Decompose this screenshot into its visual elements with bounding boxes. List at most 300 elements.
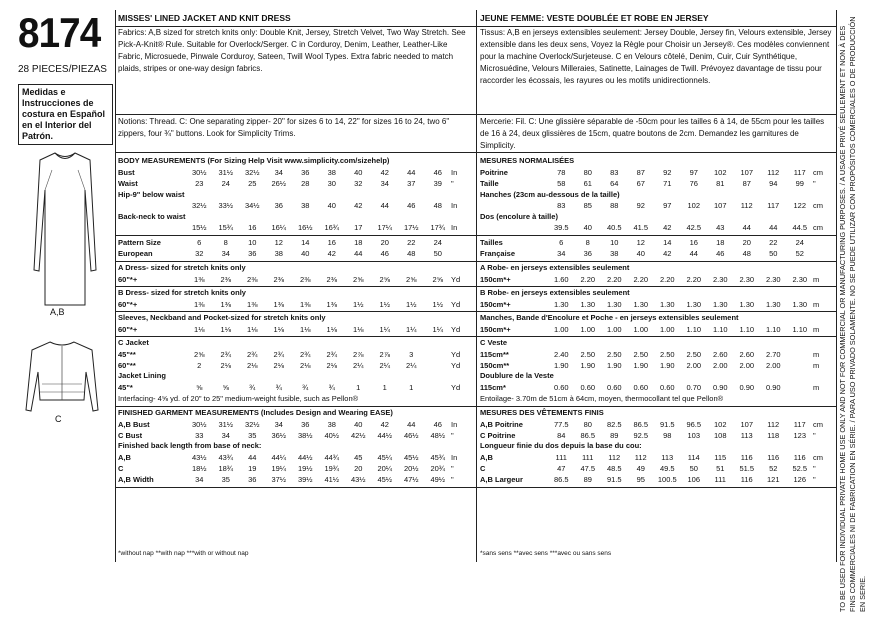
table-cell: 1 — [356, 383, 361, 392]
row-label: Poitrine — [480, 168, 508, 177]
table-cell: 40 — [636, 249, 645, 258]
table-cell: 34 — [274, 168, 283, 177]
table-cell: 2⅜ — [273, 275, 284, 284]
table-row — [118, 178, 468, 189]
table-row — [118, 382, 468, 393]
table-cell: 46 — [433, 168, 442, 177]
measurement-table — [480, 237, 830, 259]
table-cell: 117 — [793, 168, 806, 177]
table-row — [118, 452, 468, 463]
table-cell: 2⅜ — [326, 275, 337, 284]
unit-cell: m — [813, 350, 820, 359]
table-cell: 1⅛ — [300, 325, 311, 334]
table-cell: 44.5 — [792, 223, 808, 232]
pieces-count: 28 PIECES/PIEZAS — [18, 64, 107, 75]
table-cell: 103 — [687, 431, 700, 440]
table-cell: 2¼ — [379, 361, 390, 370]
table-cell: 35 — [221, 475, 230, 484]
table-cell: 116 — [793, 453, 806, 462]
table-cell: 49½ — [430, 475, 446, 484]
table-cell: 12 — [636, 238, 645, 247]
table-cell: 97 — [663, 201, 672, 210]
table-cell: 49.5 — [659, 464, 675, 473]
table-cell: 2.30 — [739, 275, 755, 284]
table-cell: 18¾ — [218, 464, 234, 473]
table-row — [118, 167, 468, 178]
measurement-table — [118, 349, 468, 371]
table-cell: 78 — [557, 168, 566, 177]
table-cell: 50 — [769, 249, 778, 258]
table-cell: 3 — [409, 350, 414, 359]
table-cell: 76 — [689, 179, 698, 188]
row-label: A,B — [480, 453, 493, 462]
row-label: Waist — [118, 179, 138, 188]
table-cell: 80 — [583, 420, 592, 429]
table-row — [118, 419, 468, 430]
table-cell: 2.50 — [633, 350, 649, 359]
table-cell: 38 — [274, 249, 283, 258]
row-label: 115cm* — [480, 383, 506, 392]
table-cell: 92 — [663, 168, 672, 177]
table-cell: 1⅜ — [247, 300, 258, 309]
table-cell: 113 — [740, 431, 753, 440]
table-cell: 112 — [634, 453, 647, 462]
table-cell: 1.30 — [686, 300, 702, 309]
table-cell: 41.5 — [633, 223, 649, 232]
table-cell: 1⅛ — [220, 325, 231, 334]
table-cell: 20¼ — [377, 464, 393, 473]
table-row — [118, 189, 468, 200]
table-cell: 31½ — [218, 420, 234, 429]
table-cell: 2⅜ — [300, 275, 311, 284]
row-label: C — [118, 464, 124, 473]
table-cell: 16¾ — [324, 223, 340, 232]
divider — [476, 235, 836, 236]
measurement-table — [118, 237, 468, 259]
figure-label-ab: A,B — [50, 307, 65, 317]
table-cell: 102 — [713, 168, 727, 177]
table-cell: 1¼ — [379, 325, 390, 334]
table-cell: 1⅜ — [326, 300, 337, 309]
table-cell: 1⅜ — [273, 300, 284, 309]
table-row — [480, 178, 830, 189]
table-cell: 116 — [740, 453, 753, 462]
table-cell: 20 — [380, 238, 389, 247]
table-cell: 39½ — [297, 475, 313, 484]
table-cell: 1.30 — [792, 300, 808, 309]
table-cell: 52 — [769, 464, 778, 473]
table-cell: 1¼ — [406, 325, 417, 334]
table-cell: 45½ — [403, 453, 419, 462]
table-cell: 44 — [248, 453, 257, 462]
unit-cell: Yd — [451, 275, 461, 284]
unit-cell: m — [813, 361, 820, 370]
table-cell: 1⅛ — [353, 325, 364, 334]
table-cell: 50 — [689, 464, 698, 473]
table-cell: 46 — [716, 249, 725, 258]
divider — [476, 286, 836, 287]
table-cell: 43 — [716, 223, 725, 232]
table-cell: 20 — [354, 464, 363, 473]
table-cell: 1½ — [379, 300, 390, 309]
table-cell: 108 — [713, 431, 727, 440]
dress-illustration — [30, 150, 100, 315]
table-cell: 16½ — [297, 223, 313, 232]
table-cell: 30 — [327, 179, 336, 188]
table-cell: 112 — [608, 453, 621, 462]
measurement-table — [480, 349, 830, 371]
measurement-table — [480, 299, 830, 310]
left-body-title: BODY MEASUREMENTS (For Sizing Help Visit www.simplicity.com/sizehelp) — [118, 156, 390, 165]
table-cell: 44 — [769, 223, 778, 232]
unit-cell — [451, 248, 468, 259]
table-cell: 0.90 — [739, 383, 755, 392]
table-cell: 1¼ — [432, 325, 443, 334]
table-cell: 117 — [793, 420, 806, 429]
table-cell: 2.00 — [686, 361, 702, 370]
table-cell: 43½ — [350, 475, 366, 484]
table-cell: 88 — [610, 201, 619, 210]
right-mercerie: Mercerie: Fil. C: Une glissière séparable de -50cm pour les tailles 6 à 14, de 55cm pour les tailles de 16 à 24, deux glissières de 15cm, quatre boutons de 2cm. Demandez les garnitures de Simplicity. — [480, 117, 825, 150]
table-cell: 42 — [380, 168, 389, 177]
row-label: Hip-9" below waist — [118, 190, 185, 199]
interfacing-text: Interfacing- 4⅝ yd. of 20" to 25" medium-weight fusible, such as Pellon® — [118, 394, 359, 403]
unit-cell: cm — [813, 201, 823, 210]
table-cell: 8 — [223, 238, 228, 247]
table-cell: 2⅝ — [432, 275, 443, 284]
table-row — [480, 299, 830, 310]
table-cell: 82.5 — [606, 420, 622, 429]
table-cell — [425, 382, 452, 393]
row-label: 150cm*+ — [480, 325, 511, 334]
table-cell: 36 — [274, 201, 283, 210]
table-cell: 114 — [687, 453, 700, 462]
unit-cell: m — [813, 383, 820, 392]
unit-cell: cm — [813, 168, 823, 177]
table-cell — [787, 360, 814, 371]
table-cell: 1.90 — [553, 361, 569, 370]
fabric-section-title: B Dress- sized for stretch knits only — [118, 288, 246, 297]
unit-cell: In — [451, 420, 458, 429]
table-row — [480, 222, 830, 233]
table-cell: 36½ — [271, 431, 287, 440]
table-cell: 89 — [610, 431, 619, 440]
table-cell: 2.70 — [765, 350, 781, 359]
measurement-table — [118, 452, 468, 485]
divider — [476, 336, 836, 337]
table-cell: 50 — [433, 249, 442, 258]
table-cell: 111 — [714, 475, 726, 484]
table-cell: 48 — [433, 201, 442, 210]
table-cell: 102 — [713, 420, 727, 429]
table-cell: 1.30 — [553, 300, 569, 309]
table-cell: 40½ — [324, 431, 340, 440]
table-cell: 1⅜ — [220, 300, 231, 309]
table-cell: 12 — [274, 238, 283, 247]
fabric-section-title: A Dress- sized for stretch knits only — [118, 263, 246, 272]
table-cell: 1⅛ — [194, 325, 205, 334]
table-cell: 1.10 — [712, 325, 728, 334]
table-cell: 1.30 — [606, 300, 622, 309]
table-cell: 1⅜ — [194, 275, 205, 284]
unit-cell: In — [451, 201, 458, 210]
table-cell: 35 — [248, 431, 257, 440]
unit-cell: " — [451, 179, 454, 188]
table-cell: 67 — [636, 179, 645, 188]
table-cell: 42 — [663, 249, 672, 258]
table-cell: 32½ — [191, 201, 207, 210]
row-label: Tailles — [480, 238, 503, 247]
table-cell: 2.20 — [606, 275, 622, 284]
table-cell: 1.10 — [765, 325, 781, 334]
table-cell: 2⅝ — [406, 275, 417, 284]
table-cell: 40 — [301, 249, 310, 258]
table-cell: 2 — [197, 361, 202, 370]
table-cell: 92 — [636, 201, 645, 210]
table-cell: 1.90 — [606, 361, 622, 370]
table-cell: 2.20 — [580, 275, 596, 284]
row-label: A,B Width — [118, 475, 154, 484]
table-row — [118, 200, 468, 211]
row-label: 150cm*+ — [480, 275, 511, 284]
table-cell: 80 — [583, 168, 592, 177]
table-cell: 38 — [327, 420, 336, 429]
table-cell: 2⅛ — [273, 361, 284, 370]
table-cell: 2.00 — [739, 361, 755, 370]
table-cell: 32 — [195, 249, 204, 258]
row-label: 60"*+ — [118, 300, 138, 309]
table-cell: 86.5 — [553, 475, 569, 484]
table-cell: 44¼ — [271, 453, 287, 462]
legal-vertical-text: TO BE USED FOR INDIVIDUAL PRIVATE HOME USE ONLY AND NOT FOR COMMERCIAL OR MANUFACTURING PURPOSES. / A USAGE PRIVÉ SEULEMENT ET NON À DES FINS COMMERCIALES NI DE FABRICATION EN SÉRIE. / PARA USO PRIVADO SOLAMENTE. NO SE PUEDE UTILIZAR CON PROPÓSITOS COMERCIALES O DE PRODUCCIÓN EN SERIE. — [838, 16, 867, 612]
table-cell: 1.00 — [659, 325, 675, 334]
table-row — [480, 349, 830, 360]
table-cell: 2⅝ — [194, 350, 205, 359]
measurement-table — [480, 167, 830, 233]
table-cell: 122 — [793, 201, 806, 210]
row-label — [480, 222, 548, 233]
finished-title: MESURES DES VÊTEMENTS FINIS — [480, 408, 604, 417]
table-cell: 0.60 — [633, 383, 649, 392]
divider — [115, 336, 476, 337]
row-label: A,B Largeur — [480, 475, 523, 484]
table-cell: 1.30 — [765, 300, 781, 309]
table-cell: 33 — [195, 431, 204, 440]
row-label: Hanches (23cm au-dessous de la taille) — [480, 190, 620, 199]
table-cell: 1⅜ — [300, 300, 311, 309]
table-cell: 45¾ — [430, 453, 446, 462]
table-cell: 17½ — [403, 223, 419, 232]
table-cell: 20¾ — [430, 464, 446, 473]
table-row — [480, 274, 830, 285]
table-cell: 19¾ — [324, 464, 340, 473]
table-cell: 2⅜ — [220, 275, 231, 284]
table-cell: 1.00 — [606, 325, 622, 334]
table-cell: 102 — [687, 201, 700, 210]
table-cell: 38 — [327, 168, 336, 177]
table-cell: 71 — [663, 179, 672, 188]
table-cell: 40 — [354, 420, 363, 429]
table-cell: 52.5 — [792, 464, 808, 473]
divider — [476, 152, 836, 153]
table-cell: 24 — [433, 238, 442, 247]
table-cell: ⅝ — [222, 383, 229, 392]
table-cell: 107 — [740, 420, 753, 429]
table-cell: 1.10 — [686, 325, 702, 334]
table-cell: 14 — [663, 238, 672, 247]
table-cell: 32 — [354, 179, 363, 188]
table-cell: 0.60 — [659, 383, 675, 392]
table-cell: 44 — [742, 223, 751, 232]
measurement-table — [118, 274, 468, 285]
measurement-table — [480, 382, 830, 393]
row-label: European — [118, 249, 153, 258]
table-cell: 99 — [795, 179, 804, 188]
table-cell: 2.50 — [580, 350, 596, 359]
table-cell: 34 — [557, 249, 566, 258]
table-cell: 2¾ — [300, 350, 311, 359]
table-cell: 1⅛ — [326, 325, 337, 334]
divider — [476, 261, 836, 262]
measurement-table — [480, 274, 830, 285]
table-row — [118, 430, 468, 441]
table-row — [118, 299, 468, 310]
table-cell: 91.5 — [659, 420, 675, 429]
table-cell: ¾ — [275, 383, 282, 392]
table-cell: 49 — [636, 464, 645, 473]
table-cell: 44 — [380, 201, 389, 210]
lining-section-title: Doublure de la Veste — [480, 371, 554, 380]
table-cell: 123 — [793, 431, 806, 440]
table-cell: 1.30 — [739, 300, 755, 309]
left-footnote: *without nap **with nap ***with or without nap — [118, 550, 249, 557]
unit-cell — [451, 237, 468, 248]
table-cell: 19½ — [297, 464, 313, 473]
table-cell: 1⅜ — [194, 300, 205, 309]
unit-cell: Yd — [451, 325, 461, 334]
table-cell: 14 — [301, 238, 310, 247]
table-cell: 43½ — [191, 453, 207, 462]
table-cell: 113 — [661, 453, 674, 462]
table-cell: 118 — [767, 431, 780, 440]
table-cell: 34 — [274, 420, 283, 429]
measurement-table — [118, 167, 468, 233]
table-cell: ¾ — [328, 383, 335, 392]
table-cell: 30½ — [191, 420, 207, 429]
measurement-table — [480, 452, 830, 485]
table-cell: 2.60 — [739, 350, 755, 359]
table-cell: 1.00 — [553, 325, 569, 334]
table-cell: 107 — [713, 201, 727, 210]
table-cell: 0.70 — [686, 383, 702, 392]
unit-cell: " — [813, 179, 816, 188]
table-cell: 19¼ — [271, 464, 287, 473]
table-cell: 46 — [433, 420, 442, 429]
unit-cell — [813, 248, 830, 259]
table-cell: 2.00 — [712, 361, 728, 370]
table-cell: 42 — [327, 249, 336, 258]
table-row — [480, 360, 830, 371]
table-cell: 44 — [354, 249, 363, 258]
table-cell: 47½ — [403, 475, 419, 484]
unit-cell: " — [813, 475, 816, 484]
table-cell: 0.60 — [580, 383, 596, 392]
table-cell: 84 — [557, 431, 566, 440]
table-cell: 2¾ — [326, 350, 337, 359]
unit-cell: " — [451, 431, 454, 440]
table-cell: 17¾ — [430, 223, 446, 232]
table-cell: 45 — [354, 453, 363, 462]
table-cell: 2¾ — [273, 350, 284, 359]
table-cell: 2⅛ — [220, 361, 231, 370]
table-cell: 2⅝ — [353, 275, 364, 284]
table-row — [480, 167, 830, 178]
table-cell: 98 — [663, 431, 672, 440]
table-cell: 16 — [689, 238, 698, 247]
table-cell: 51.5 — [739, 464, 755, 473]
table-cell: 2.20 — [659, 275, 675, 284]
table-cell: 45¼ — [377, 453, 393, 462]
table-row — [480, 200, 830, 211]
table-cell: 24 — [221, 179, 230, 188]
table-cell: 85 — [583, 201, 592, 210]
table-cell: 40 — [327, 201, 336, 210]
table-cell: 0.60 — [553, 383, 569, 392]
table-cell: 48 — [407, 249, 416, 258]
jacket-section-title: C Veste — [480, 338, 508, 347]
table-cell: 16 — [327, 238, 336, 247]
table-cell: 51 — [716, 464, 725, 473]
table-cell: 2¼ — [353, 361, 364, 370]
table-cell: 121 — [766, 475, 780, 484]
table-row — [118, 222, 468, 233]
table-cell: 36 — [301, 420, 310, 429]
row-label — [118, 200, 186, 211]
table-cell: 87 — [636, 168, 645, 177]
table-cell: 10 — [248, 238, 257, 247]
table-cell: 2.60 — [712, 350, 728, 359]
table-cell — [787, 349, 814, 360]
row-label: A,B — [118, 453, 131, 462]
table-cell: 86.5 — [580, 431, 596, 440]
divider — [115, 152, 476, 153]
divider — [115, 406, 476, 407]
table-cell: 39.5 — [553, 223, 569, 232]
table-cell: 32½ — [244, 420, 260, 429]
table-cell: 40 — [583, 223, 592, 232]
table-cell: 2⅞ — [379, 350, 390, 359]
table-cell: 95 — [636, 475, 645, 484]
unit-cell: " — [813, 431, 816, 440]
figure-label-c: C — [55, 414, 62, 424]
table-cell: 20½ — [403, 464, 419, 473]
row-label: A,B Bust — [118, 420, 150, 429]
table-cell: 2⅛ — [326, 361, 337, 370]
divider — [476, 311, 836, 312]
table-cell: 77.5 — [553, 420, 569, 429]
table-cell: 16¼ — [271, 223, 287, 232]
table-row — [480, 382, 830, 393]
table-cell: 115 — [714, 453, 727, 462]
table-cell: 2¼ — [406, 361, 417, 370]
table-cell: 2⅜ — [247, 275, 258, 284]
table-cell: 2¾ — [247, 350, 258, 359]
table-cell: 61 — [583, 179, 592, 188]
table-cell: ⅝ — [196, 383, 203, 392]
table-cell: 2⅝ — [379, 275, 390, 284]
row-label: 60"*+ — [118, 325, 138, 334]
table-cell: 1½ — [353, 300, 364, 309]
